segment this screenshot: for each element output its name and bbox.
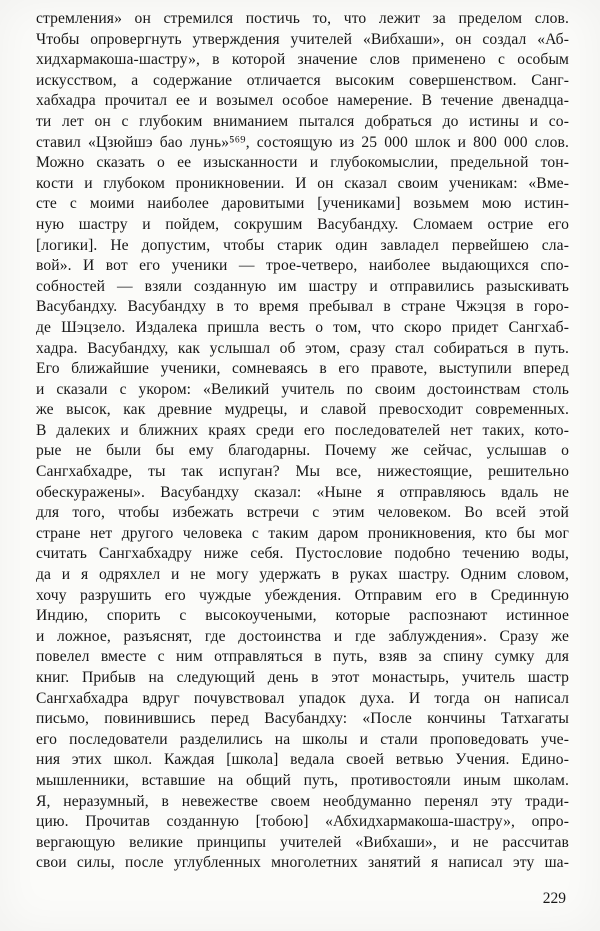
text-line: хидхармакоша-шастру», в которой значение слов применено с особым xyxy=(36,51,569,69)
text-line: повелел вместе с ним отправляться в путь, взяв за спину сумку для xyxy=(36,648,569,666)
text-line: и сказали с укором: «Великий учитель по своим достоинствам столь xyxy=(36,380,569,398)
text-line: хадра. Васубандху, как услышал об этом, сразу стал собираться в путь. xyxy=(36,339,569,357)
text-line: собностей — взяли созданную им шастру и отправились разыскивать xyxy=(36,277,569,295)
text-line: ти лет он с глубоким вниманием пытался добраться до истины и со- xyxy=(36,112,569,130)
text-line: де Шэцзело. Издалека пришла весть о том, что скоро придет Сангхаб- xyxy=(36,318,569,336)
text-line: стране нет другого человека с таким даром проникновения, кто бы мог xyxy=(36,524,569,542)
text-line: Сангхабхадре, ты так испуган? Мы все, нижестоящие, решительно xyxy=(36,463,569,481)
text-line: вой». И вот его ученики — трое-четверо, наиболее выдающихся спо- xyxy=(36,257,569,275)
text-line: мышленники, вставшие на общий путь, противостояли иным школам. xyxy=(36,771,569,789)
text-line: Сангхабхадра вдруг почувствовал упадок духа. И тогда он написал xyxy=(36,689,569,707)
text-line: письмо, повинившись перед Васубандху: «После кончины Татхагаты xyxy=(36,710,569,728)
text-line: кости и глубоком проникновении. И он сказал своим ученикам: «Вме- xyxy=(36,174,569,192)
text-line: обескуражены». Васубандху сказал: «Ныне я отправляюсь вдаль не xyxy=(36,483,569,501)
text-line: В далеких и ближних краях среди его последователей нет таких, кото- xyxy=(36,421,569,439)
page-number: 229 xyxy=(542,890,566,907)
text-line: [логики]. Не допустим, чтобы старик один завладел первейшею сла- xyxy=(36,236,569,254)
text-line: свои силы, после углубленных многолетних занятий я написал эту ша- xyxy=(36,854,569,872)
text-line: искусством, а содержание отличается высоким совершенством. Санг- xyxy=(36,71,569,89)
text-line: стремления» он стремился постичь то, что лежит за пределом слов. xyxy=(36,10,569,27)
text-line: рые не были бы ему благодарны. Почему же сейчас, услышав о xyxy=(36,442,569,460)
text-line: и ложное, разъяснят, где достоинства и где заблуждения». Сразу же xyxy=(36,627,569,645)
text-line: для того, чтобы избежать встречи с этим человеком. Во всей этой xyxy=(36,504,569,522)
text-line: Индию, спорить с высокоучеными, которые распознают истинное xyxy=(36,607,569,625)
text-line: сте с моими наиболее даровитыми [учениками] возьмем мою истин- xyxy=(36,195,569,213)
text-line: ставил «Цзюйшэ бао лунь»⁵⁶⁹, состоящую из 25 000 шлок и 800 000 слов. xyxy=(36,133,569,151)
text-line: цию. Прочитав созданную [тобою] «Абхидхармакоша-шастру», опро- xyxy=(36,813,569,831)
text-line: хочу разрушить его чуждые убеждения. Отправим его в Срединную xyxy=(36,586,569,604)
text-line: книг. Прибыв на следующий день в этот монастырь, учитель шастр xyxy=(36,669,569,686)
text-line: да и я одряхлел и не могу удержать в руках шастру. Одним словом, xyxy=(36,566,569,584)
text-line: же высок, как древние мудрецы, и славой превосходит современных. xyxy=(36,401,569,419)
text-line: ную шастру и пойдем, сокрушим Васубандху. Сломаем острие его xyxy=(36,215,569,233)
text-line: Его ближайшие ученики, сомневаясь в его правоте, выступили вперед xyxy=(36,360,569,378)
text-line: Можно сказать о ее изысканности и глубокомыслии, предельной тон- xyxy=(36,154,569,172)
text-line: его последователи разделились на школы и стали проповедовать уче- xyxy=(36,730,569,748)
text-line: хабхадра прочитал ее и возымел особое намерение. В течение двенадца- xyxy=(36,92,569,110)
text-line: вергающую великие принципы учителей «Вибхаши», и не рассчитав xyxy=(36,833,569,851)
text-line: Васубандху. Васубандху в то время пребывал в стране Чжэцзя в горо- xyxy=(36,298,569,316)
body-text xyxy=(36,9,569,874)
text-line: считать Сангхабхадру ниже себя. Пустословие подобно течению воды, xyxy=(36,545,569,563)
text-line: ния этих школ. Каждая [школа] ведала своей ветвью Учения. Едино- xyxy=(36,751,569,769)
text-line: Чтобы опровергнуть утверждения учителей «Вибхаши», он создал «Аб- xyxy=(36,30,569,48)
text-line: Я, неразумный, в невежестве своем необдуманно перенял эту тради- xyxy=(36,792,569,810)
